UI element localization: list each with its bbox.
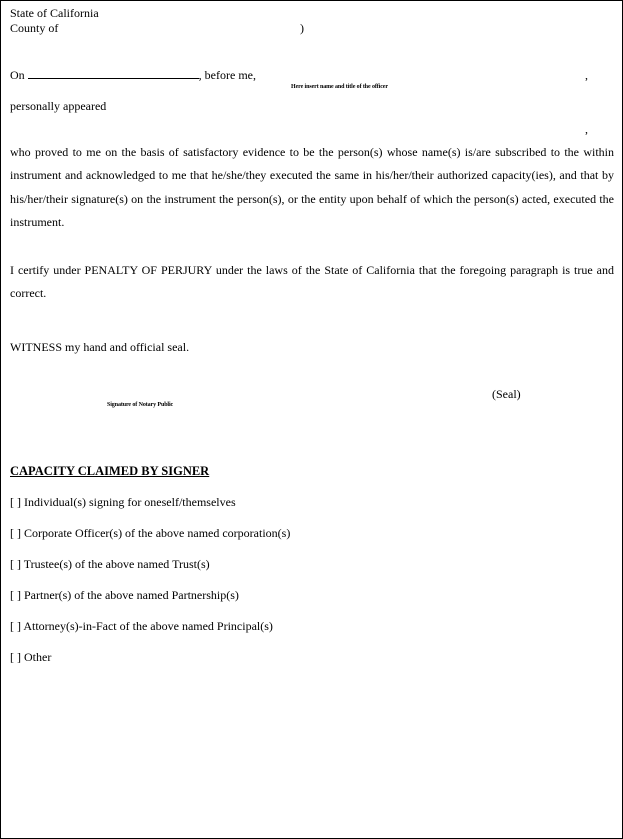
- option-corporate-officer[interactable]: [ ] Corporate Officer(s) of the above named corporation(s): [10, 526, 291, 540]
- seal-label: (Seal): [492, 387, 521, 401]
- acknowledgment-body: who proved to me on the basis of satisfactory evidence to be the person(s) whose name(s) is/are subscribed to the within instrument and acknowledged to me that he/she/they executed the same in his/her/their authorized capacity(ies), and that by his/her/their signature(s) on the instrument the person(s), or the entity upon behalf of which the person(s) acted, executed the instrument.: [10, 145, 614, 229]
- option-other[interactable]: [ ] Other: [10, 650, 52, 664]
- date-line: [10, 68, 256, 83]
- before-me-label: , before me,: [198, 68, 256, 82]
- officer-hint: Here insert name and title of the officer: [291, 84, 388, 90]
- capacity-heading: CAPACITY CLAIMED BY SIGNER: [10, 464, 210, 478]
- county-label: County of: [10, 21, 59, 35]
- county-paren: ): [300, 21, 304, 35]
- date-blank[interactable]: [28, 68, 199, 79]
- perjury-statement: I certify under PENALTY OF PERJURY under the laws of the State of California that the foregoing paragraph is true and correct.: [10, 263, 614, 301]
- witness-line: WITNESS my hand and official seal.: [10, 340, 190, 354]
- option-individual[interactable]: [ ] Individual(s) signing for oneself/themselves: [10, 495, 236, 509]
- signature-hint: Signature of Notary Public: [107, 402, 174, 408]
- state-line: State of California: [10, 6, 99, 20]
- on-label: On: [10, 68, 25, 82]
- option-attorney-in-fact[interactable]: [ ] Attorney(s)-in-Fact of the above named Principal(s): [10, 619, 273, 633]
- comma-1: ,: [585, 68, 588, 82]
- comma-2: ,: [585, 122, 588, 136]
- personally-appeared: personally appeared: [10, 99, 107, 113]
- option-partner[interactable]: [ ] Partner(s) of the above named Partnership(s): [10, 588, 239, 602]
- option-trustee[interactable]: [ ] Trustee(s) of the above named Trust(s): [10, 557, 210, 571]
